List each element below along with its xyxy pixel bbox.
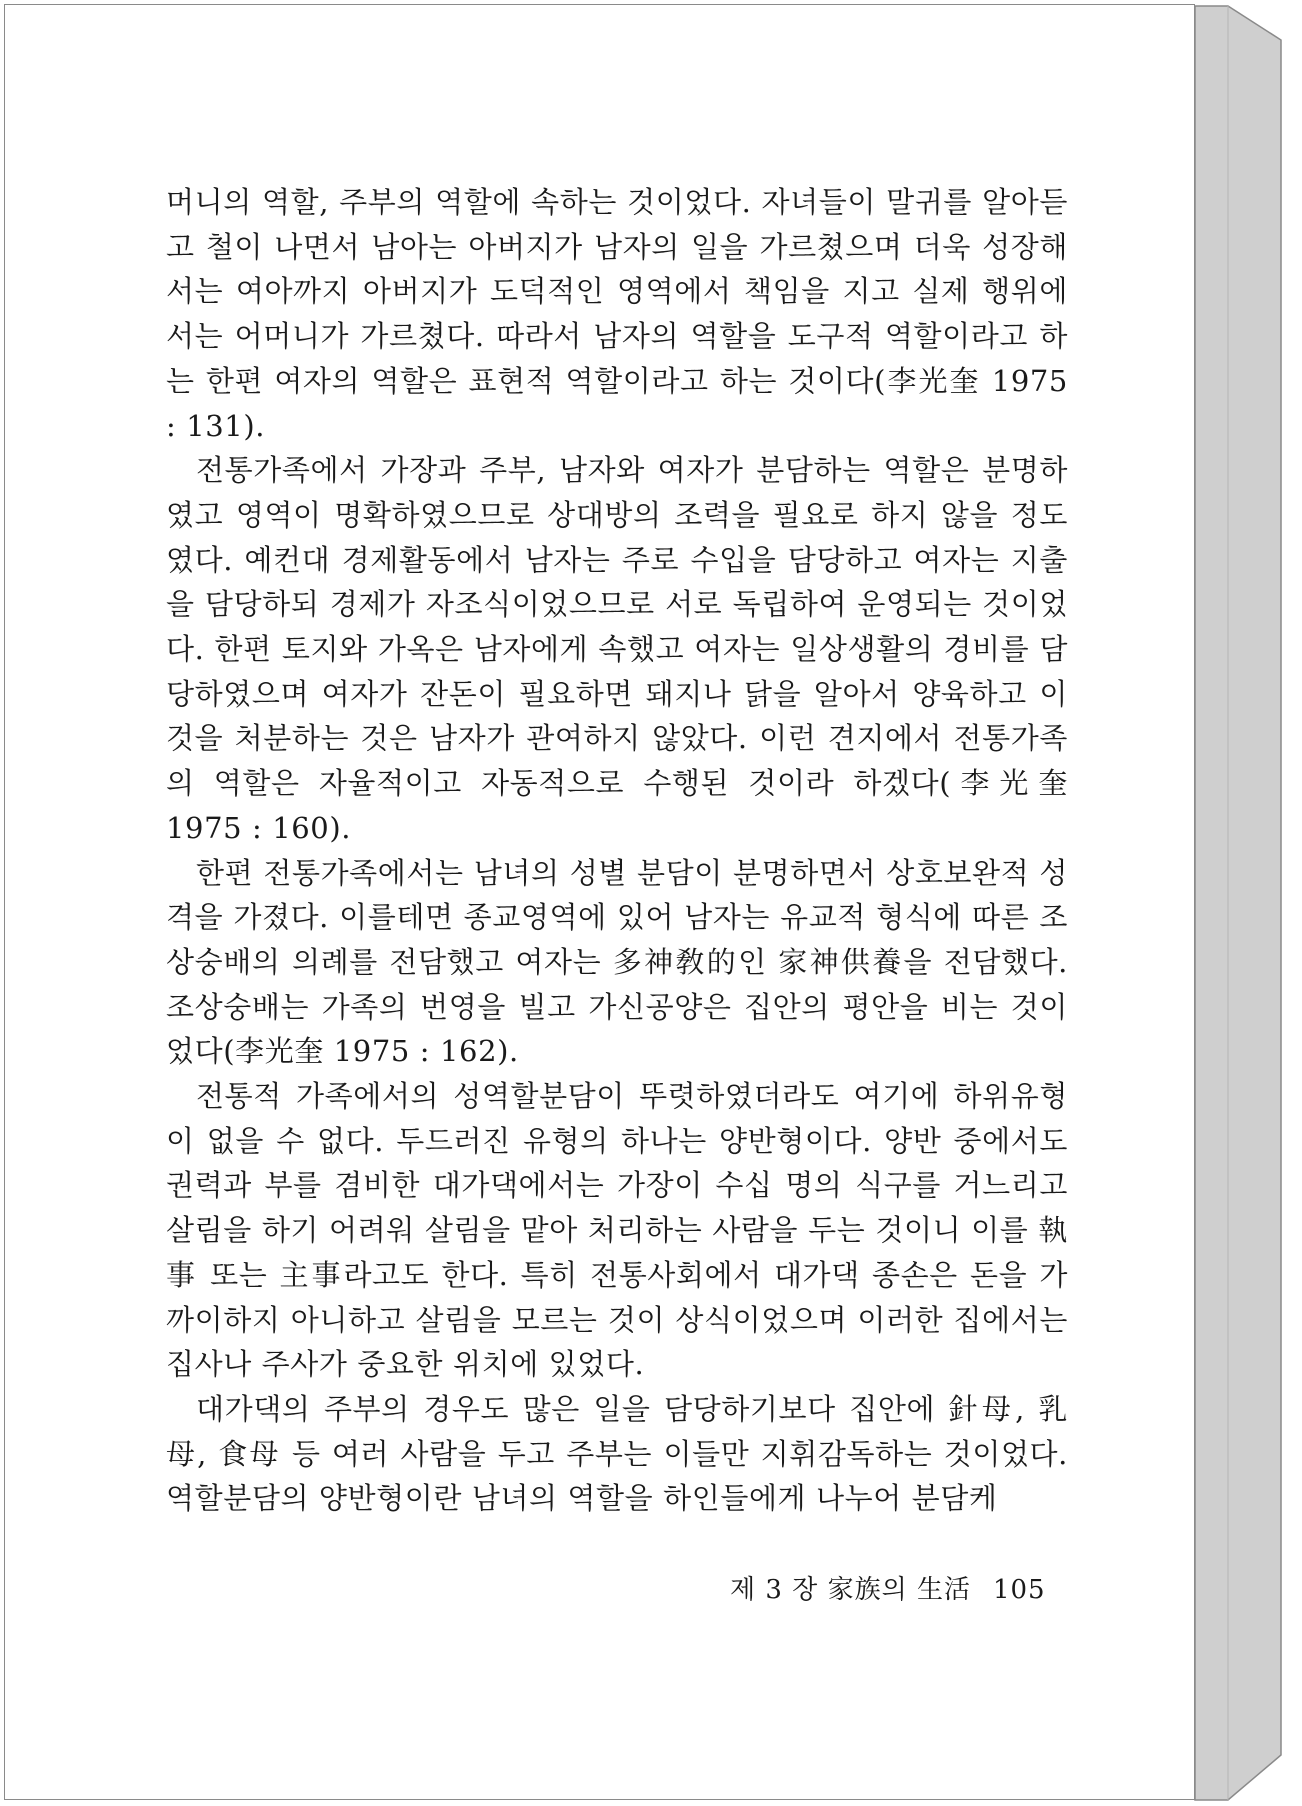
paragraph-1: 머니의 역할, 주부의 역할에 속하는 것이었다. 자녀들이 말귀를 알아듣고 철이 나면서 남아는 아버지가 남자의 일을 가르쳤으며 더욱 성장해서는 여아까지 아버지가 도덕적인 영역에서 책임을 지고 실제 행위에서는 어머니가 가르쳤다. 따라서 남자의 역할을 도구적 역할이라고 하는 한편 여자의 역할은 표현적 역할이라고 하는 것이다(李光奎 1975 : 131). [166, 185, 1068, 443]
paragraph-5: 대가댁의 주부의 경우도 많은 일을 담당하기보다 집안에 針母, 乳母, 食母 등 여러 사람을 두고 주부는 이들만 지휘감독하는 것이었다. 역할분담의 양반형이란 남녀의 역할을 하인들에게 나누어 분담케 [166, 1391, 1068, 1516]
paragraph-2: 전통가족에서 가장과 주부, 남자와 여자가 분담하는 역할은 분명하였고 영역이 명확하였으므로 상대방의 조력을 필요로 하지 않을 정도였다. 예컨대 경제활동에서 남자는 주로 수입을 담당하고 여자는 지출을 담당하되 경제가 자조식이었으므로 서로 독립하여 운영되는 것이었다. 한편 토지와 가옥은 남자에게 속했고 여자는 일상생활의 경비를 담당하였으며 여자가 잔돈이 필요하면 돼지나 닭을 알아서 양육하고 이것을 처분하는 것은 남자가 관여하지 않았다. 이런 견지에서 전통가족의 역할은 자율적이고 자동적으로 수행된 것이라 하겠다(李光奎 1975 : 160). [166, 453, 1068, 845]
page-footer [730, 1569, 1046, 1606]
chapter-title: 제 3 장 家族의 生活 [730, 1575, 971, 1605]
paragraph-4: 전통적 가족에서의 성역할분담이 뚜렷하였더라도 여기에 하위유형이 없을 수 없다. 두드러진 유형의 하나는 양반형이다. 양반 중에서도 권력과 부를 겸비한 대가댁에서는 가장이 수십 명의 식구를 거느리고 살림을 하기 어려워 살림을 맡아 처리하는 사람을 두는 것이니 이를 執事 또는 主事라고도 한다. 특히 전통사회에서 대가댁 종손은 돈을 가까이하지 아니하고 살림을 모르는 것이 상식이었으며 이러한 집에서는 집사나 주사가 중요한 위치에 있었다. [166, 1079, 1068, 1382]
body-text [166, 180, 1068, 1521]
page-number: 105 [992, 1575, 1046, 1605]
paragraph-3: 한편 전통가족에서는 남녀의 성별 분담이 분명하면서 상호보완적 성격을 가졌다. 이를테면 종교영역에 있어 남자는 유교적 형식에 따른 조상숭배의 의례를 전담했고 여자는 多神敎的인 家神供養을 전담했다. 조상숭배는 가족의 번영을 빌고 가신공양은 집안의 평안을 비는 것이었다(李光奎 1975 : 162). [166, 855, 1068, 1069]
